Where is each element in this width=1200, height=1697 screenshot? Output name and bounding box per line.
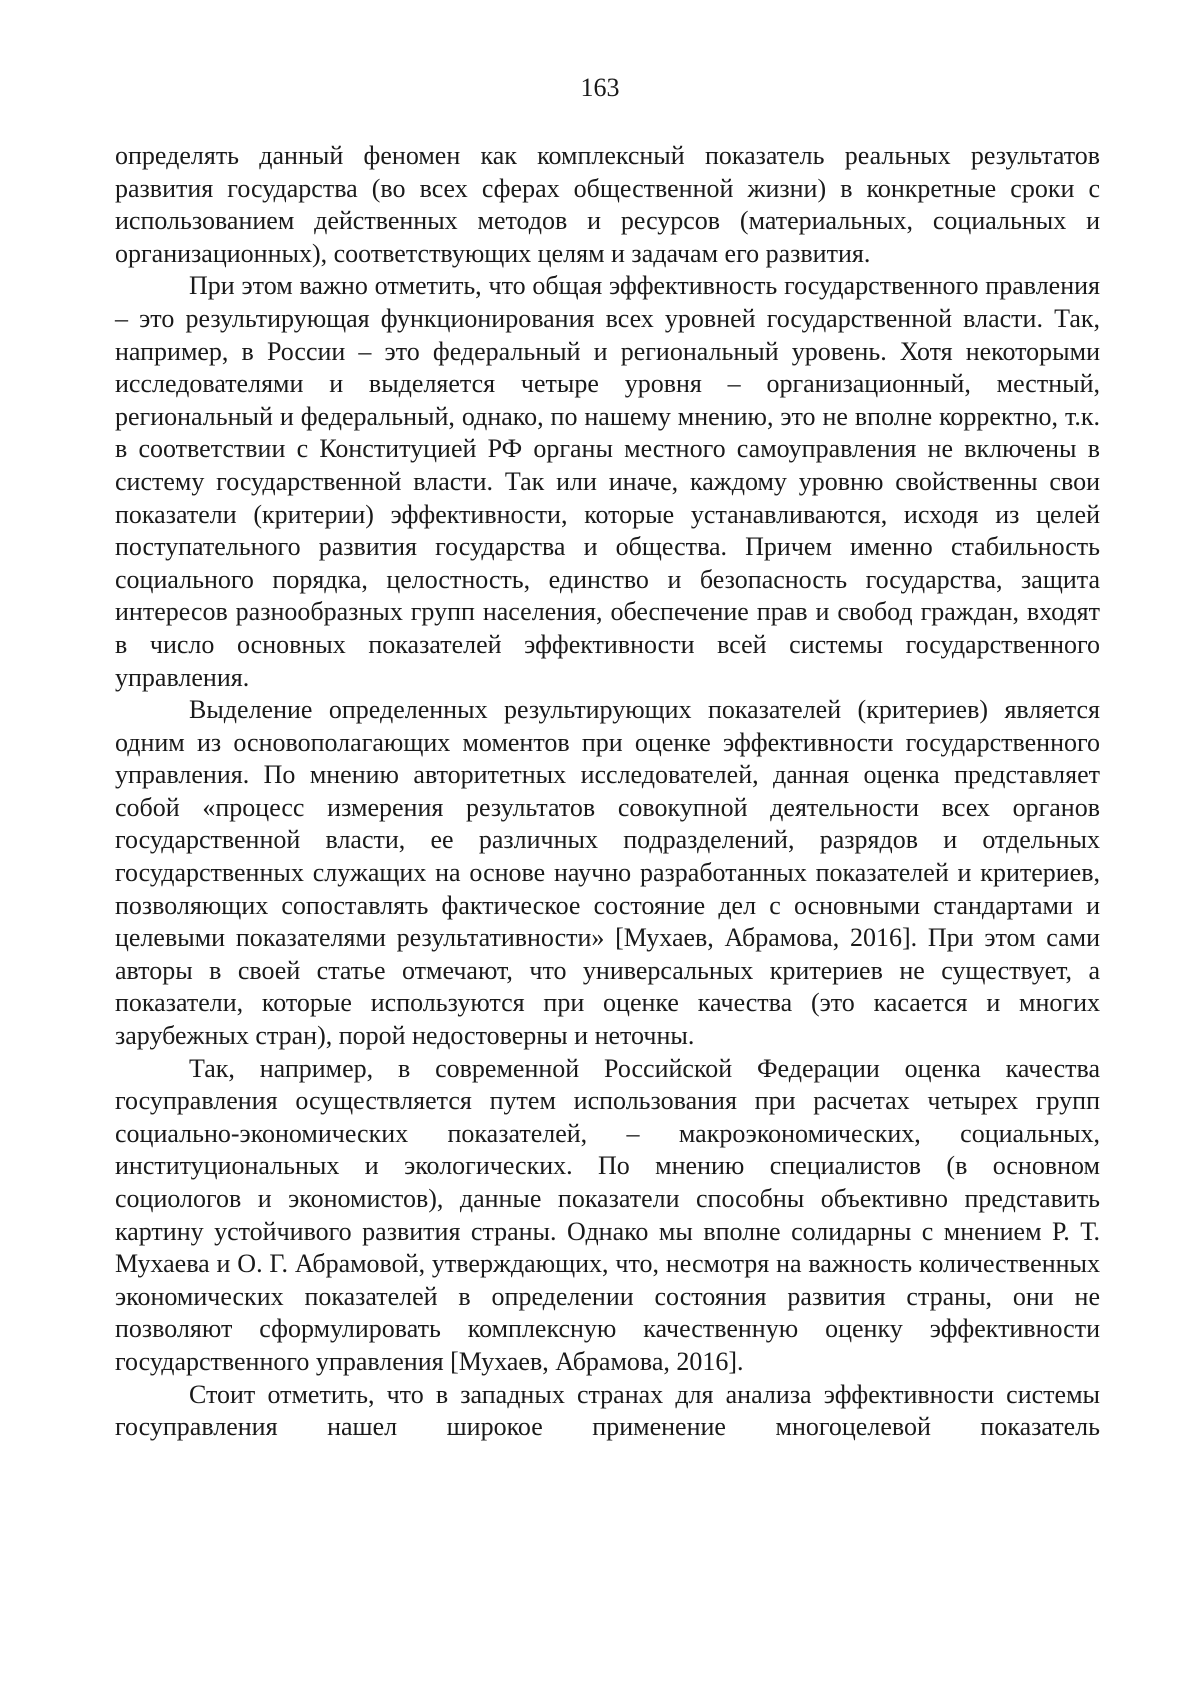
paragraph-government-levels: При этом важно отметить, что общая эффективность государственного правления – это результирующая функционирования всех уровней государственной власти. Так, например, в России – это федеральный и региональный уровень. Хотя некоторыми исследователями и выделяется четыре уровня – организационный, местный, региональный и федеральный, однако, по нашему мнению, это не вполне корректно, т.к. в соответствии с Конституцией РФ органы местного самоуправления не включены в систему государственной власти. Так или иначе, каждому уровню свойственны свои показатели (критерии) эффективности, которые устанавливаются, исходя из целей поступательного развития государства и общества. Причем именно стабильность социального порядка, целостность, единство и безопасность государства, защита интересов разнообразных групп населения, обеспечение прав и свобод граждан, входят в число основных показателей эффективности всей системы государственного управления. [115, 271, 1100, 692]
paragraph-evaluation-criteria: Выделение определенных результирующих показателей (критериев) является одним из основополагающих моментов при оценке эффективности государственного управления. По мнению авторитетных исследователей, данная оценка представляет собой «процесс измерения результатов совокупной деятельности всех органов государственной власти, ее различных подразделений, разрядов и отдельных государственных служащих на основе научно разработанных показателей и критериев, позволяющих сопоставлять фактическое состояние дел с основными стандартами и целевыми показателями результативности» [Мухаев, Абрамова, 2016]. При этом сами авторы в своей статье отмечают, что универсальных критериев не существует, а показатели, которые используются при оценке качества (это касается и многих зарубежных стран), порой недостоверны и неточны. [115, 695, 1100, 1051]
body-text [115, 140, 1100, 1444]
page-number: 163 [580, 73, 620, 102]
paragraph-continuation: определять данный феномен как комплексный показатель реальных результатов развития государства (во всех сферах общественной жизни) в конкретные сроки с использованием действенных методов и ресурсов (материальных, социальных и организационных), соответствующих целям и задачам его развития. [115, 141, 1100, 268]
paragraph-russian-indicators: Так, например, в современной Российской Федерации оценка качества госуправления осуществляется путем использования при расчетах четырех групп социально-экономических показателей, – макроэкономических, социальных, институциональных и экологических. По мнению специалистов (в основном социологов и экономистов), данные показатели способны объективно представить картину устойчивого развития страны. Однако мы вполне солидарны с мнением Р. Т. Мухаева и О. Г. Абрамовой, утверждающих, что, несмотря на важность количественных экономических показателей в определении состояния развития страны, они не позволяют сформулировать комплексную качественную оценку эффективности государственного управления [Мухаев, Абрамова, 2016]. [115, 1053, 1100, 1376]
paragraph-western-countries: Стоит отметить, что в западных странах для анализа эффективности системы госуправления нашел широкое применение многоцелевой показатель [115, 1379, 1100, 1442]
